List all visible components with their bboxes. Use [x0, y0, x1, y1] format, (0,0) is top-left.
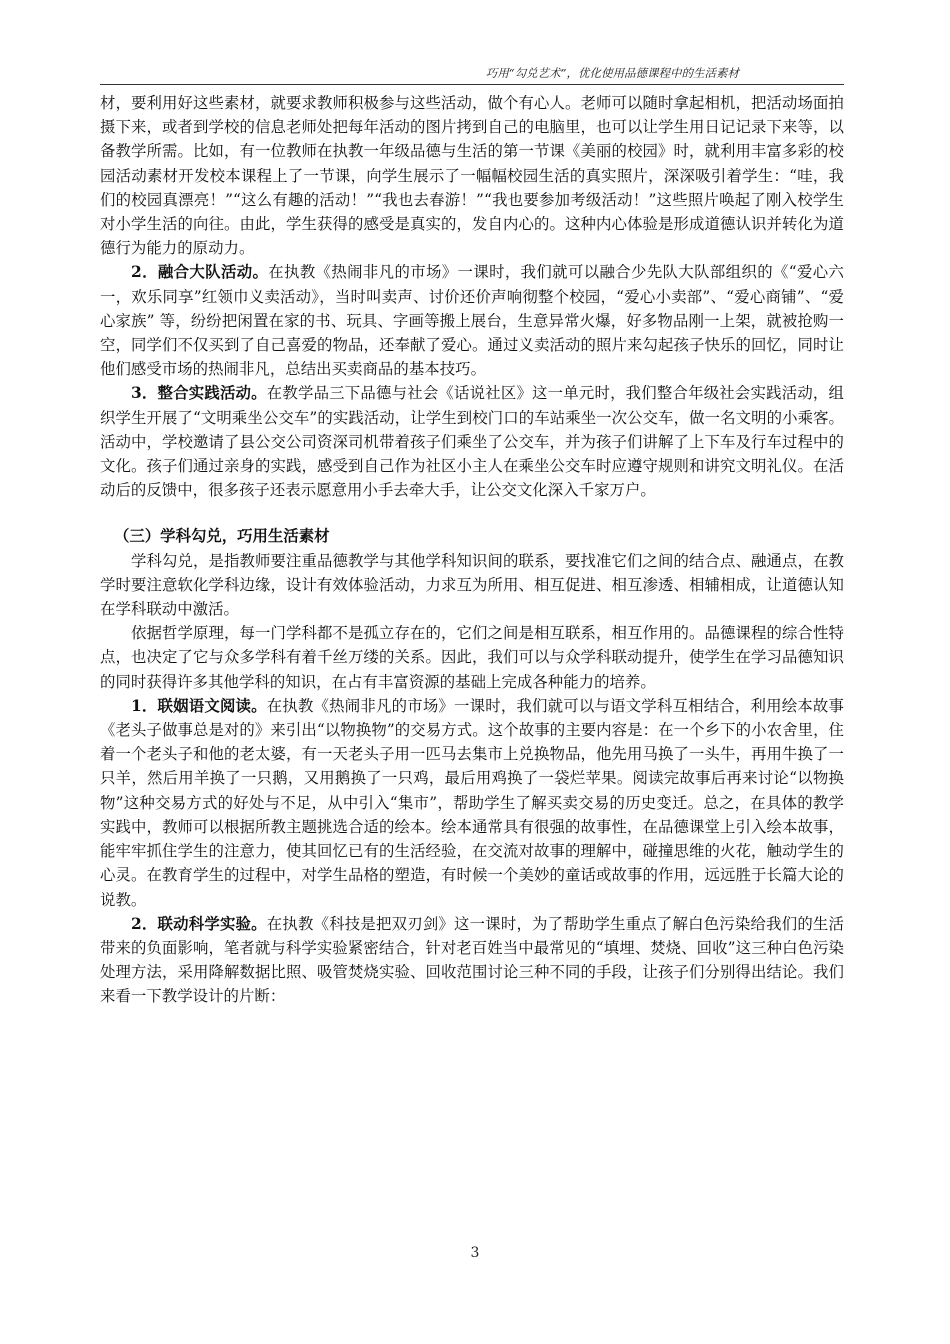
paragraph-text: 在执教《科技是把双刃剑》这一课时，为了帮助学生重点了解白色污染给我们的生活带来的负面影响，笔者就与科学实验紧密结合，针对老百姓当中最常见的“填埋、焚烧、回收”这三种白色污染处理方法，采用降解数据比照、吸管焚烧实验、回收范围讨论三种不同的手段，让孩子们分别得出结论。我们来看一下教学设计的片断：	[100, 914, 844, 1006]
paragraph-lead: 2．融合大队活动。	[131, 263, 269, 282]
paragraph-subject-blend: 学科勾兑，是指教师要注重品德教学与其他学科知识间的联系，要找准它们之间的结合点、融通点，在教学时要注意软化学科边缘，设计有效体验活动，力求互为所用、相互促进、相互渗透、相辅相成，让道德认知在学科联动中激活。	[100, 551, 844, 619]
paragraph-science-experiment	[100, 912, 844, 1009]
paragraph-text: 在教学品三下品德与社会《话说社区》这一单元时，我们整合年级社会实践活动，组织学生开展了“文明乘坐公交车”的实践活动，让学生到校门口的车站乘坐一次公交车，做一名文明的小乘客。活动中，学校邀请了县公交公司资深司机带着孩子们乘坐了公交车，并为孩子们讲解了上下车及行车过程中的文化。孩子们通过亲身的实践，感受到自己作为社区小主人在乘坐公交车时应遵守规则和讲究文明礼仪。在活动后的反馈中，很多孩子还表示愿意用小手去牵大手，让公交文化深入千家万户。	[100, 384, 844, 500]
paragraph-brigade-activity	[100, 260, 844, 381]
page-body	[100, 91, 844, 1009]
paragraph-practice-activity	[100, 381, 844, 502]
paragraph-chinese-reading	[100, 694, 844, 912]
paragraph-lead: 1．联姻语文阅读。	[131, 696, 267, 715]
paragraph-text: 在执教《热闹非凡的市场》一课时，我们就可以融合少先队大队部组织的《“爱心六一，欢乐同享”红领巾义卖活动》，当时叫卖声、讨价还价声响彻整个校园，“爱心小卖部”、“爱心商铺”、“爱心家族” 等，纷纷把闲置在家的书、玩具、字画等搬上展台，生意异常火爆，好多物品刚一上架，就被抢购一空，同学们不仅买到了自己喜爱的物品，还奉献了爱心。通过义卖活动的照片来勾起孩子快乐的回忆，同时让他们感受市场的热闹非凡，总结出买卖商品的基本技巧。	[100, 263, 844, 379]
header-title: 巧用“勾兑艺术”，优化使用品德课程中的生活素材	[485, 66, 739, 80]
paragraph-philosophy: 依据哲学原理，每一门学科都不是孤立存在的，它们之间是相互联系，相互作用的。品德课程的综合性特点，也决定了它与众多学科有着千丝万缕的关系。因此，我们可以与众学科联动提升，使学生在学习品德知识的同时获得许多其他学科的知识，在占有丰富资源的基础上完成各种能力的培养。	[100, 624, 844, 691]
paragraph-lead: 2．联动科学实验。	[131, 914, 267, 933]
running-header	[100, 64, 844, 85]
paragraph-continued: 材，要利用好这些素材，就要求教师积极参与这些活动，做个有心人。老师可以随时拿起相机，把活动场面拍摄下来，或者到学校的信息老师处把每年活动的图片拷到自己的电脑里，也可以让学生用日记记录下来等，以备教学所需。比如，有一位教师在执教一年级品德与生活的第一节课《美丽的校园》时，就利用丰富多彩的校园活动素材开发校本课程上了一节课，向学生展示了一幅幅校园生活的真实照片，深深吸引着学生：“哇，我们的校园真漂亮！”“这么有趣的活动！”“我也去春游！”“我也要参加考级活动！”这些照片唤起了刚入校学生对小学生活的向往。由此，学生获得的感受是真实的，发自内心的。这种内心体验是形成道德认识并转化为道德行为能力的原动力。	[100, 94, 844, 258]
page-number: 3	[470, 1245, 480, 1261]
paragraph-text: 在执教《热闹非凡的市场》一课时，我们就可以与语文学科互相结合，利用绘本故事《老头子做事总是对的》来引出“以物换物”的交易方式。这个故事的主要内容是：在一个乡下的小农舍里，住着一个老头子和他的老太婆，有一天老头子用一匹马去集市上兑换物品，他先用马换了一头牛，再用牛换了一只羊，然后用羊换了一只鹅，又用鹅换了一只鸡，最后用鸡换了一袋烂苹果。阅读完故事后再来讨论“以物换物”这种交易方式的好处与不足，从中引入“集市”，帮助学生了解买卖交易的历史变迁。总之，在具体的教学实践中，教师可以根据所教主题挑选合适的绘本。绘本通常具有很强的故事性，在品德课堂上引入绘本故事，能牢牢抓住学生的注意力，使其回忆已有的生活经验，在交流对故事的理解中，碰撞思维的火花，触动学生的心灵。在教育学生的过程中，对学生品格的塑造，有时候一个美妙的童话或故事的作用，远远胜于长篇大论的说教。	[100, 696, 844, 909]
section-heading: （三）学科勾兑，巧用生活素材	[114, 527, 330, 546]
paragraph-lead: 3．整合实践活动。	[131, 384, 267, 403]
